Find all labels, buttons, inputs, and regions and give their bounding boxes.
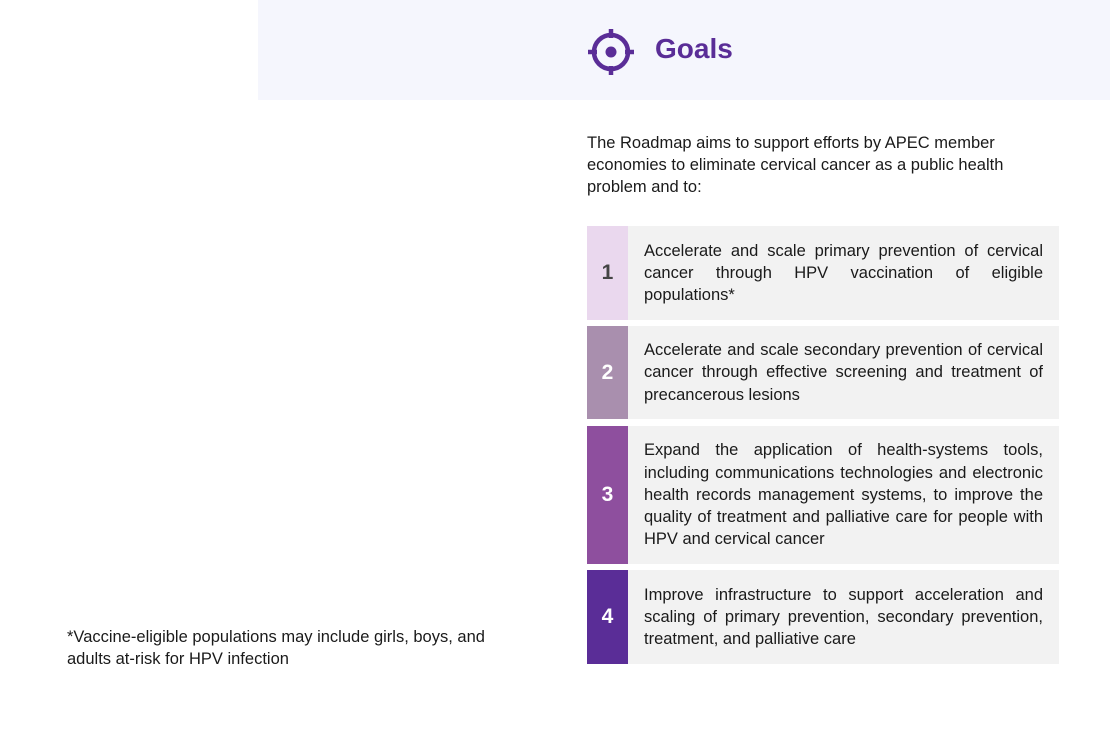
- goal-item-4: [587, 570, 1059, 664]
- goal-item-2: [587, 326, 1059, 419]
- goal-text: Accelerate and scale secondary prevention of cervical cancer through effective screening and treatment of precancerous lesions: [644, 341, 1043, 404]
- goal-number: 3: [587, 426, 628, 564]
- target-icon: [586, 27, 636, 77]
- goal-number: 2: [587, 326, 628, 419]
- goal-number: 4: [587, 570, 628, 664]
- goal-number: 1: [587, 226, 628, 320]
- goal-item-1: [587, 226, 1059, 320]
- intro-text: The Roadmap aims to support efforts by APEC member economies to eliminate cervical cancer as a public health problem and to:: [587, 134, 1004, 196]
- page-title: Goals: [655, 33, 733, 64]
- goal-item-3: [587, 426, 1059, 564]
- goal-text: Improve infrastructure to support acceleration and scaling of primary prevention, secondary prevention, treatment, and palliative care: [644, 585, 1043, 649]
- goal-text: Expand the application of health-systems tools, including communications technologies and electronic health records management systems, to improve the quality of treatment and palliative care for people with HPV and cervical cancer: [644, 441, 1043, 549]
- footnote: *Vaccine-eligible populations may include girls, boys, and adults at-risk for HPV infection: [67, 628, 485, 668]
- goal-text: Accelerate and scale primary prevention of cervical cancer through HPV vaccination of eligible populations*: [644, 241, 1043, 305]
